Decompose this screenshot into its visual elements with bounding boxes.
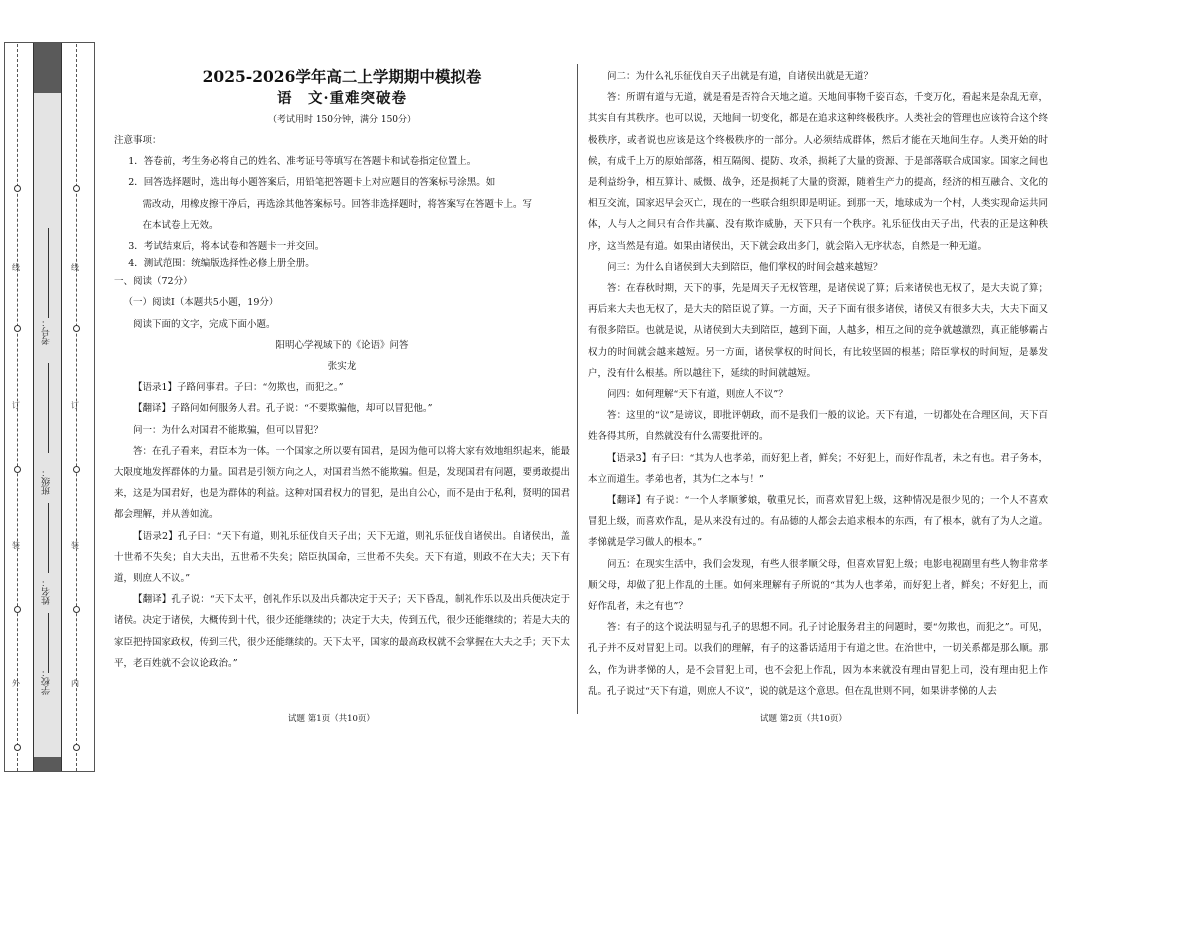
binding-ring: [73, 466, 80, 473]
paragraph: 【翻译】有子说：“一个人孝顺爹娘，敬重兄长，而喜欢冒犯上级，这种情况是很少见的；一个人不喜欢冒犯上级，而喜欢作乱，是从来没有过的。有品德的人都会去追求根本的东西，有了根本，就有了为人之道。孝悌就是学习做人的根本。”: [588, 495, 1048, 549]
exam-number-label: 考号：: [42, 318, 52, 345]
exam-title: 2025-2026学年高二上学期期中模拟卷: [202, 67, 482, 86]
page-2-footer: 试题 第2页（共10页）: [760, 714, 847, 724]
subsection-heading: （一）阅读Ⅰ（本题共5小题，19分）: [123, 297, 279, 309]
student-info-strip: [33, 43, 62, 771]
strip-top-block: [34, 43, 61, 93]
section-heading: 一、阅读（72分）: [114, 276, 193, 288]
strip-line: [48, 503, 49, 573]
inner-mark-zhuang: 装: [71, 541, 79, 550]
inner-mark-ding: 订: [71, 401, 79, 410]
paragraph: 【语录2】孔子曰：“天下有道，则礼乐征伐自天子出；天下无道，则礼乐征伐自诸侯出。自诸侯出，盖十世希不失矣；自大夫出，五世希不失矣；陪臣执国命，三世希不失矣。天下有道，则政不在大夫；天下有道，则庶人不议。”: [114, 530, 570, 585]
paragraph: 【语录3】有子曰：“其为人也孝弟，而好犯上者，鲜矣；不好犯上，而好作乱者，未之有也。君子务本，本立而道生。孝弟也者，其为仁之本与！”: [588, 452, 1048, 485]
paragraph: 答：有子的这个说法明显与孔子的思想不同。孔子讨论服务君主的问题时，要“勿欺也，而犯之”。可见，孔子并不反对冒犯上司。以我们的理解，有子的这番话适用于有道之世。在治世中，一切关系都是那么顺。那么，作为讲孝悌的人，是不会冒犯上司，也不会犯上作乱，因为本来就没有理由冒犯上司，没有理由犯上作乱。孔子说过“天下有道，则庶人不议”，说的就是这个意思。但在乱世则不同，如果讲孝悌的人去: [588, 622, 1048, 697]
note-1: 1．答卷前，考生务必将自己的姓名、准考证号等填写在答题卡和试卷指定位置上。: [128, 156, 477, 168]
paragraph: 【翻译】子路问如何服务人君。孔子说：“不要欺骗他，却可以冒犯他。”: [133, 403, 433, 415]
reading-instruction: 阅读下面的文字，完成下面小题。: [133, 318, 276, 330]
note-2c: 在本试卷上无效。: [142, 219, 219, 231]
exam-meta: （考试用时 150分钟，满分 150分）: [267, 115, 417, 125]
school-label: 学校：: [42, 668, 52, 695]
strip-line: [48, 363, 49, 453]
strip-line: [48, 613, 49, 673]
note-2b: 需改动，用橡皮擦干净后，再选涂其他答案标号。回答非选择题时，将答案写在答题卡上。写: [142, 198, 533, 210]
page-1-footer: 试题 第1页（共10页）: [288, 714, 375, 724]
class-label: 班级：: [42, 468, 52, 495]
binding-ring: [14, 744, 21, 751]
article-author: 张实龙: [327, 361, 357, 373]
outer-mark-zhuang: 装: [12, 541, 20, 550]
note-3: 3．考试结束后，将本试卷和答题卡一并交回。: [128, 241, 325, 253]
paragraph: 问五：在现实生活中，我们会发现，有些人很孝顺父母，但喜欢冒犯上级；电影电视剧里有些人物非常孝顺父母，却做了犯上作乱的土匪。如何来理解有子所说的“其为人也孝弟，而好犯上者，鲜矣；不好犯上，而好作乱者，未之有也”？: [588, 558, 1048, 613]
binding-ring: [73, 606, 80, 613]
binding-ring: [73, 325, 80, 332]
binding-ring: [73, 185, 80, 192]
paragraph: 答：这里的“议”是谤议，即批评朝政，而不是我们一般的议论。天下有道，一切都处在合理区间，天下百姓各得其所，自然就没有什么需要批评的。: [588, 410, 1048, 443]
outer-mark-xian: 线: [12, 263, 20, 272]
inner-mark-nei: 内: [71, 679, 79, 688]
paragraph: 问四：如何理解“天下有道，则庶人不议”？: [607, 389, 788, 401]
binding-ring: [14, 325, 21, 332]
exam-subtitle: 语 文·重难突破卷: [276, 90, 408, 107]
paragraph: 问三：为什么自诸侯到大夫到陪臣，他们掌权的时间会越来越短？: [607, 261, 883, 273]
note-2a: 2．回答选择题时，选出每小题答案后，用铅笔把答题卡上对应题目的答案标号涂黑。如: [128, 177, 496, 189]
name-label: 姓名：: [42, 578, 52, 605]
binding-ring: [14, 606, 21, 613]
paragraph: 答：在春秋时期，天下的事，先是周天子无权管理，是诸侯说了算；后来诸侯也无权了，是大夫说了算；再后来大夫也无权了，是大夫的陪臣说了算。一方面，天子下面有很多诸侯，诸侯又有很多大夫，大夫下面又有很多陪臣。也就是说，从诸侯到大夫到陪臣，越到下面，人越多，相互之间的竞争就越激烈，真正能够霸占权力的时间就会越来越短。另一方面，诸侯掌权的时间长，有比较坚固的根基；陪臣掌权的时间短，是暴发户，没有什么根基。所以越往下，延续的时间就越短。: [588, 283, 1048, 379]
page-2: [588, 66, 1048, 702]
outer-mark-wai: 外: [12, 679, 20, 688]
notes-heading: 注意事项：: [114, 135, 162, 146]
paragraph: 【翻译】孔子说：“天下太平，创礼作乐以及出兵都决定于天子；天下昏乱，制礼作乐以及出兵便决定于诸侯。决定于诸侯，大概传到十代，很少还能继续的；决定于大夫，传到五代，很少还能继续的；若是大夫的家臣把持国家政权，传到三代，很少还能继续的。天下太平，国家的最高政权就不会掌握在大夫之手；天下太平，老百姓就不会议论政治。”: [114, 594, 571, 669]
outer-mark-ding: 订: [12, 401, 20, 410]
inner-mark-xian: 线: [71, 263, 79, 272]
binding-ring: [73, 744, 80, 751]
binding-ring: [14, 185, 21, 192]
note-4: 4．测试范围：统编版选择性必修上册全册。: [128, 258, 315, 270]
page-1: [114, 66, 570, 674]
paragraph: 答：所谓有道与无道，就是看是否符合天地之道。天地间事物千姿百态，千变万化，看起来是杂乱无章，其实自有其秩序。也可以说，天地间一切变化，都是在追求这种终极秩序。人类社会的管理也应该符合这个终极秩序，或者说也应该是这个终极秩序的一部分。人必须结成群体，然后才能在天地间生存。人类开始的时候，有成千上万的原始部落，相互隔阂、提防、攻杀，损耗了大量的资源、于是部落联合成国家。国家之间也是利益纷争，相互算计、威慑、战争，还是损耗了大量的资源，随着生产力的提高，经济的相互融合、文化的相互交流，国家迟早会灭亡，现在的一些联合组织即是明证。到那一天，地球成为一个村，人类实现命运共同体，人与人之间只有合作共赢、没有欺诈威胁，天下只有一个秩序。礼乐征伐由天子出，代表的正是这种秩序，这当然是有道。如果由诸侯出，天下就会政出多门，就会陷入无序状态，自然是一种无道。: [588, 92, 1048, 252]
paragraph: 答：在孔子看来，君臣本为一体。一个国家之所以要有国君，是因为他可以将大家有效地组织起来，能最大限度地发挥群体的力量。国君是引领方向之人，对国君当然不能欺骗。但是，发现国君有问题，要勇敢提出来，这是为国君好，也是为群体的利益。这种对国君权力的冒犯，是出自公心，而不是由于私利，贤明的国君都会理解，并从善如流。: [114, 445, 571, 521]
strip-line: [48, 228, 49, 318]
page-divider: [577, 64, 578, 714]
paragraph: 问一：为什么对国君不能欺骗，但可以冒犯？: [133, 424, 324, 436]
strip-bottom-block: [34, 757, 61, 771]
paragraph: 问二：为什么礼乐征伐自天子出就是有道，自诸侯出就是无道？: [607, 71, 874, 82]
article-title: 阳明心学视域下的《论语》问答: [275, 339, 409, 351]
paragraph: 【语录1】子路问事君。子曰：“勿欺也，而犯之。”: [133, 382, 344, 394]
binding-ring: [14, 466, 21, 473]
